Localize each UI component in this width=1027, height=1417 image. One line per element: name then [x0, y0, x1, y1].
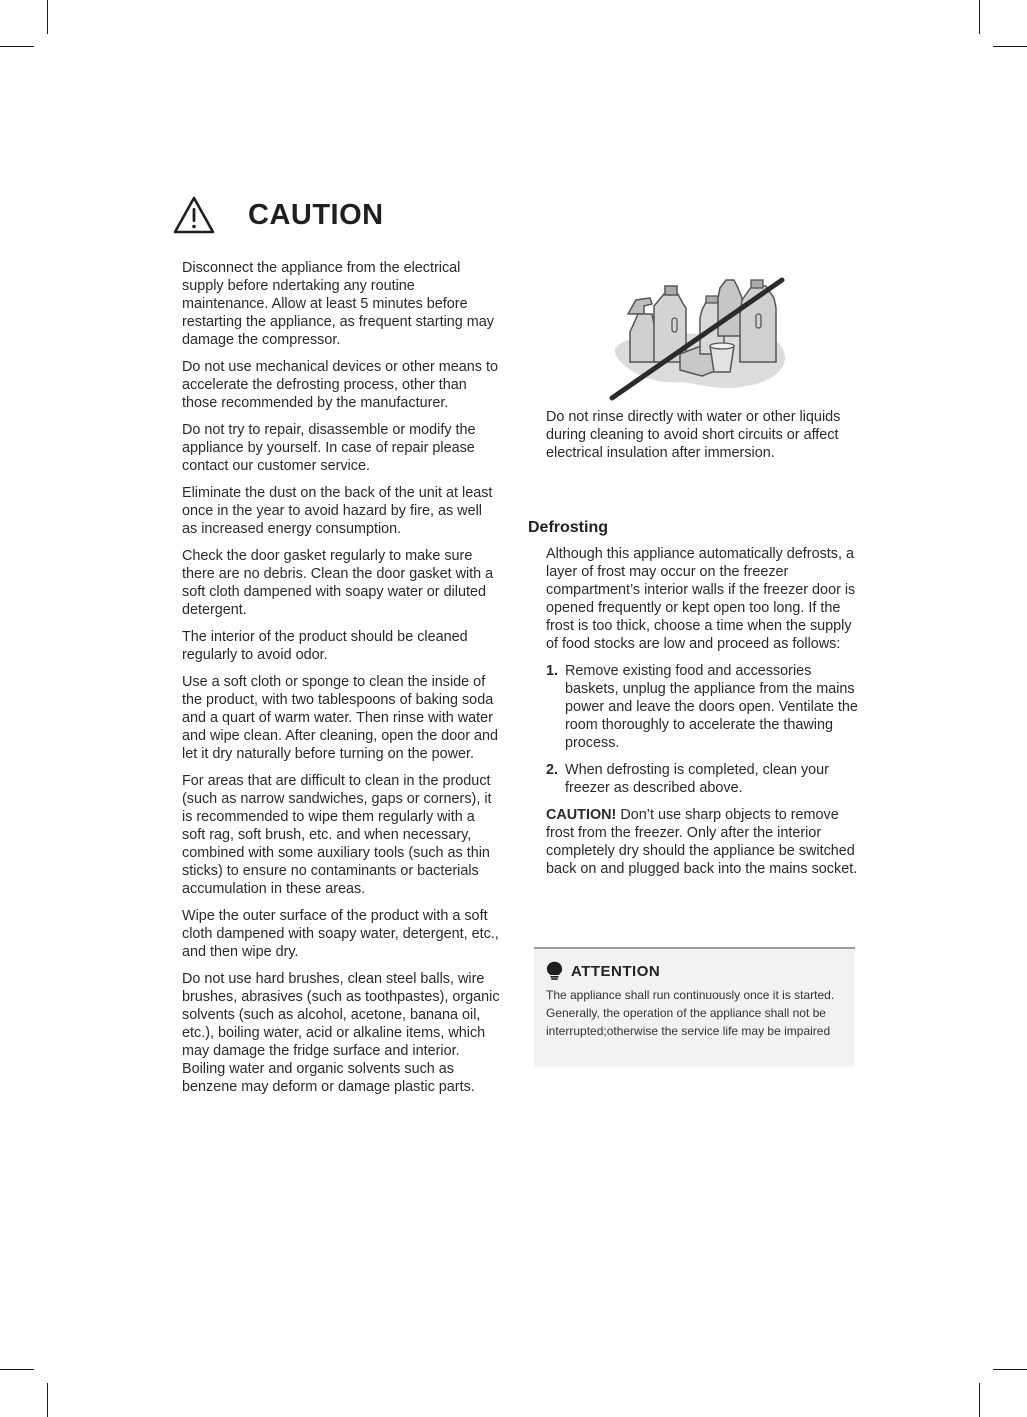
- attention-text: The appliance shall run continuously once it is started. Generally, the operation of the appliance shall not be interrupted;otherwise the service life may be impaired: [546, 988, 835, 1038]
- crop-mark: [979, 0, 980, 34]
- caution-paragraph: Wipe the outer surface of the product with a soft cloth dampened with soapy water, detergent, etc., and then wipe dry.: [182, 908, 499, 960]
- crop-mark: [0, 1369, 34, 1370]
- attention-header: [546, 961, 660, 981]
- attention-box: [534, 947, 855, 1067]
- crop-mark: [979, 1383, 980, 1417]
- crop-mark: [993, 1369, 1027, 1370]
- step-text: When defrosting is completed, clean your freezer as described above.: [565, 762, 829, 796]
- caution-paragraph: Do not try to repair, disassemble or modify the appliance by yourself. In case of repair please contact our customer service.: [182, 422, 476, 474]
- defrosting-caution: [546, 806, 862, 878]
- caution-header: [172, 194, 384, 236]
- crop-mark: [47, 1383, 48, 1417]
- caution-paragraph: Check the door gasket regularly to make sure there are no debris. Clean the door gasket with a soft cloth dampened with soapy water or diluted detergent.: [182, 548, 494, 618]
- defrosting-intro: Although this appliance automatically defrosts, a layer of frost may occur on the freezer compartment’s interior walls if the freezer door is opened frequently or kept open too long. If the frost is too thick, choose a time when the supply of food stocks are low and proceed as follows:: [546, 546, 856, 652]
- crop-mark: [0, 46, 34, 47]
- caution-paragraphs: [182, 259, 500, 1105]
- defrosting-step: [546, 761, 862, 797]
- caution-paragraph: Do not use mechanical devices or other means to accelerate the defrosting process, other than those recommended by the manufacturer.: [182, 359, 498, 411]
- defrosting-steps: [546, 662, 862, 797]
- caution-paragraph: Do not use hard brushes, clean steel balls, wire brushes, abrasives (such as toothpastes), organic solvents (such as alcohol, acetone, banana oil, etc.), boiling water, acid or alkaline items, which may damage the fridge surface and interior. Boiling water and organic solvents such as benzene may deform or damage plastic parts.: [182, 971, 500, 1095]
- caution-paragraph: For areas that are difficult to clean in the product (such as narrow sandwiches, gaps or corners), it is recommended to wipe them regularly with a soft rag, soft brush, etc. and when necessary, combined with some auxiliary tools (such as thin sticks) to ensure no contaminants or bacterials accumulation in these areas.: [182, 773, 492, 897]
- caution-title: CAUTION: [248, 199, 384, 231]
- step-number: 1.: [546, 663, 559, 679]
- defrosting-section: [546, 545, 862, 887]
- no-liquid-cleaners-icon: [606, 274, 796, 402]
- defrosting-caution-text: Don’t use sharp objects to remove frost from the freezer. Only after the interior completely dry should the appliance be switched back on and plugged back into the mains socket.: [546, 807, 858, 877]
- lightbulb-icon: [546, 961, 563, 981]
- defrosting-caution-lead: CAUTION!: [546, 807, 617, 823]
- attention-title: ATTENTION: [571, 962, 661, 980]
- defrosting-step: [546, 662, 862, 752]
- caution-paragraph: The interior of the product should be cleaned regularly to avoid odor.: [182, 629, 468, 663]
- caution-paragraph: Use a soft cloth or sponge to clean the inside of the product, with two tablespoons of baking soda and a quart of warm water. Then rinse with water and wipe clean. After cleaning, open the door and let it dry naturally before turning on the power.: [182, 674, 499, 762]
- caution-paragraph: Disconnect the appliance from the electrical supply before ndertaking any routine maintenance. Allow at least 5 minutes before restarting the appliance, as frequent starting may damage the compressor.: [182, 260, 494, 348]
- caution-paragraph: Eliminate the dust on the back of the unit at least once in the year to avoid hazard by fire, as well as increased energy consumption.: [182, 485, 493, 537]
- warning-triangle-icon: [172, 195, 216, 235]
- crop-mark: [993, 46, 1027, 47]
- step-number: 2.: [546, 762, 559, 778]
- step-text: Remove existing food and accessories baskets, unplug the appliance from the mains power and leave the doors open. Ventilate the room thoroughly to accelerate the thawing process.: [565, 663, 858, 751]
- rinse-warning-text: Do not rinse directly with water or other liquids during cleaning to avoid short circuits or affect electrical insulation after immersion.: [546, 409, 841, 461]
- crop-mark: [47, 0, 48, 34]
- defrosting-heading: Defrosting: [528, 519, 608, 536]
